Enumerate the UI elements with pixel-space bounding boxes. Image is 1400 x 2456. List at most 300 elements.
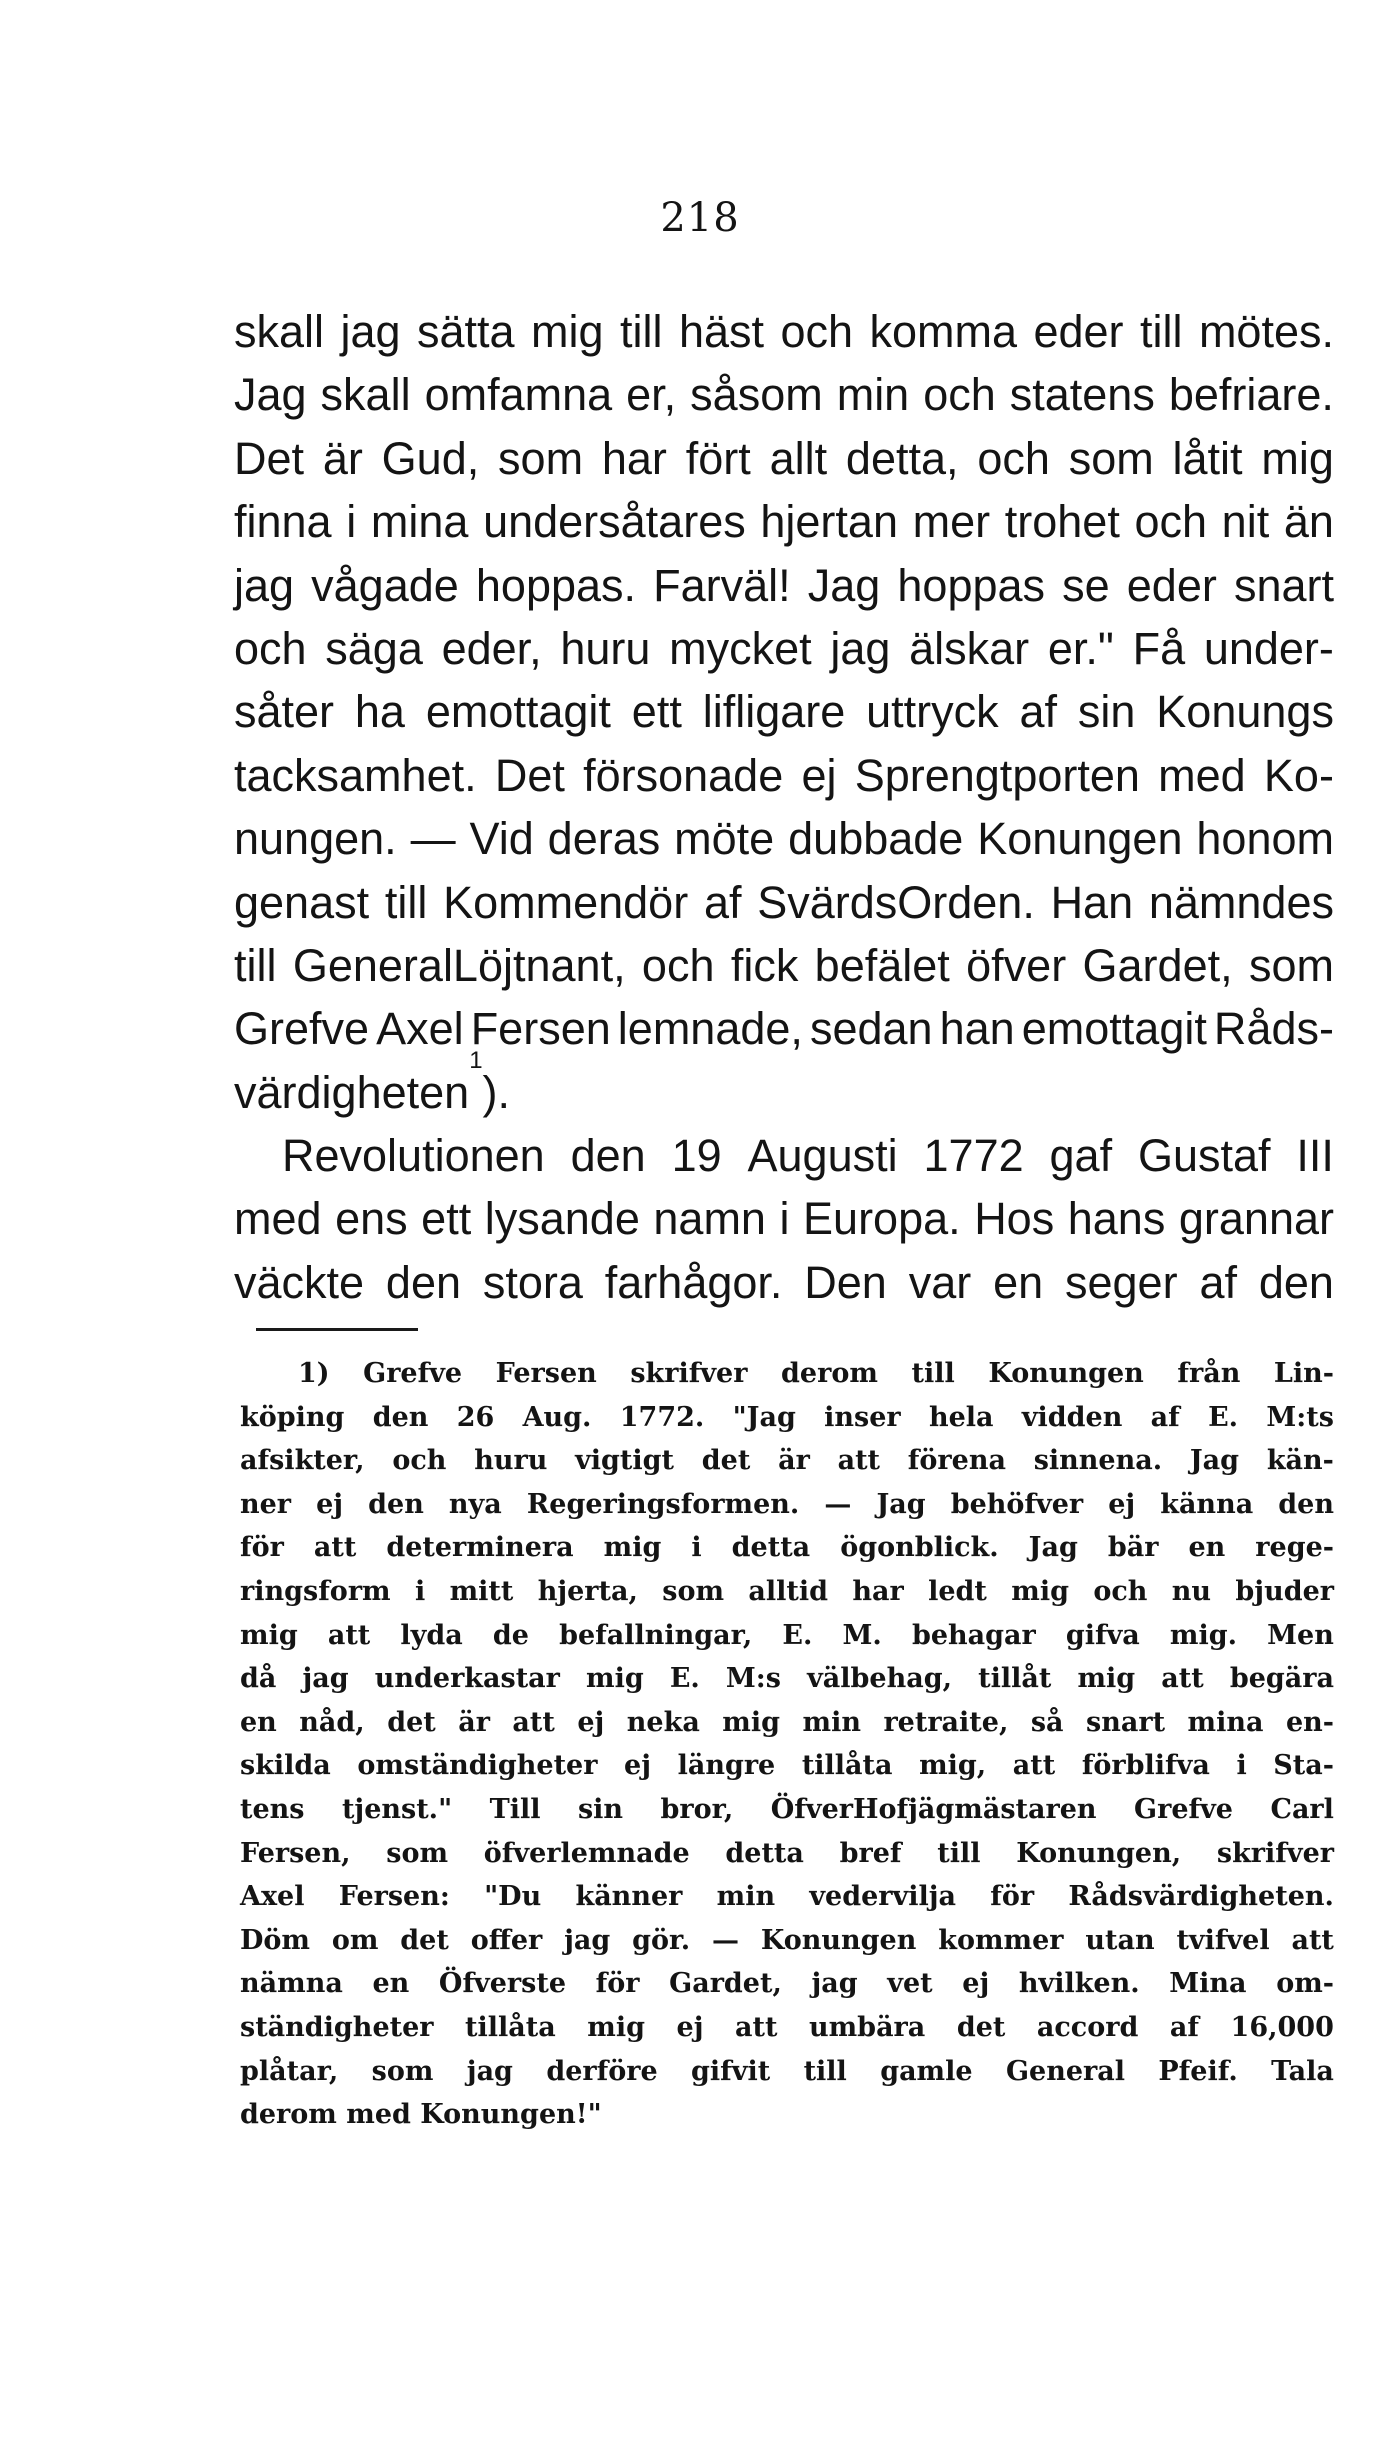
- word: behagar: [911, 1619, 1036, 1651]
- word: Fersen: [470, 1003, 611, 1055]
- word: är: [458, 1706, 490, 1738]
- word: det: [956, 2011, 1006, 2043]
- word: snart: [1086, 1706, 1166, 1738]
- word: mig: [586, 1663, 644, 1695]
- word: sin: [577, 1793, 624, 1825]
- word: af: [1150, 1401, 1180, 1433]
- word: offer: [470, 1924, 543, 1956]
- word: Jag: [876, 1488, 926, 1520]
- word: i: [779, 1193, 790, 1245]
- word: seger: [1065, 1256, 1178, 1308]
- word: låtit: [1172, 432, 1243, 484]
- word: att: [1291, 1924, 1334, 1956]
- word: jag: [811, 1968, 858, 2000]
- word: då: [240, 1663, 277, 1695]
- word: mig,: [919, 1750, 987, 1782]
- word: som: [498, 432, 584, 484]
- word: Regeringsformen.: [526, 1488, 800, 1520]
- word: nämndes: [1148, 876, 1334, 928]
- word: vet: [887, 1968, 933, 2000]
- word: bär: [1107, 1532, 1159, 1564]
- word: af: [1019, 686, 1058, 738]
- word: tjenst.": [341, 1793, 453, 1825]
- footnote-line: [240, 1483, 1334, 1527]
- word: Carl: [1270, 1793, 1334, 1825]
- footnote-line: [240, 1396, 1334, 1440]
- word: mig: [722, 1706, 781, 1738]
- word: ner: [240, 1488, 292, 1520]
- word: vidden: [1021, 1401, 1123, 1433]
- footnote-line: [240, 1614, 1334, 1658]
- word: ögonblick.: [840, 1532, 999, 1564]
- body-text: [234, 300, 1334, 1314]
- word: finna: [234, 496, 332, 548]
- word: tacksamhet.: [234, 749, 477, 801]
- word: och: [234, 622, 307, 674]
- word: komma: [869, 306, 1017, 357]
- text-line: [234, 680, 1334, 743]
- word: Grefve: [363, 1358, 463, 1389]
- footnote-line: [240, 1570, 1334, 1614]
- word: Jag: [234, 369, 307, 421]
- word: ledt: [928, 1575, 987, 1607]
- word: väckte: [234, 1256, 365, 1308]
- word: "Jag: [732, 1401, 796, 1433]
- word: hela: [928, 1401, 994, 1433]
- word: hjertan: [760, 496, 898, 548]
- word: till: [803, 2055, 847, 2087]
- word: försonade: [583, 749, 784, 801]
- word: derom: [781, 1358, 878, 1389]
- text-line: [234, 300, 1334, 363]
- word: min: [716, 1881, 776, 1913]
- text-line: [234, 1251, 1334, 1314]
- word: kän-: [1266, 1445, 1334, 1477]
- word: allt: [769, 432, 828, 484]
- word: och: [923, 369, 996, 421]
- word: alltid: [748, 1575, 829, 1607]
- word: min: [802, 1706, 861, 1738]
- word: skall: [234, 306, 325, 357]
- word: detta,: [845, 432, 959, 484]
- word: neka: [626, 1706, 700, 1738]
- word: utan: [1085, 1924, 1155, 1956]
- word: Men: [1267, 1619, 1334, 1651]
- footnote-line: [240, 1439, 1334, 1483]
- word: Fersen: [495, 1358, 597, 1389]
- word: Få: [1132, 622, 1186, 674]
- word: emottagit: [1021, 1003, 1207, 1055]
- word: den: [570, 1130, 646, 1182]
- text-line: [234, 554, 1334, 617]
- word: sätta: [417, 306, 515, 357]
- word: Jag: [1189, 1445, 1240, 1477]
- word: mig: [1077, 1663, 1136, 1695]
- word: M.: [842, 1619, 882, 1651]
- word: Rådsvärdigheten.: [1068, 1881, 1334, 1913]
- word: mig: [1011, 1575, 1069, 1607]
- footnote-line: [240, 1875, 1334, 1919]
- word: tillåta: [465, 2011, 556, 2043]
- word: mig: [1261, 432, 1334, 484]
- text-line: [234, 427, 1334, 490]
- word: Konungen: [760, 1924, 917, 1956]
- word: mig: [240, 1619, 298, 1651]
- word: E.: [1208, 1401, 1239, 1433]
- word: underkastar: [374, 1663, 560, 1695]
- word: omständigheter: [357, 1750, 598, 1782]
- word: såter: [234, 686, 335, 738]
- word: att: [512, 1706, 555, 1738]
- word: "Du: [484, 1881, 542, 1913]
- word: Öfverste: [438, 1968, 566, 2000]
- word: Den: [804, 1256, 887, 1308]
- word: att: [1012, 1750, 1056, 1782]
- word: grannar: [1178, 1193, 1334, 1245]
- word: Vid: [469, 813, 534, 865]
- page-number: 218: [660, 195, 740, 241]
- word: Axel: [376, 1003, 464, 1055]
- word: till: [937, 1837, 981, 1869]
- word: E.: [669, 1663, 700, 1695]
- word: Råds-: [1213, 1003, 1334, 1055]
- word: skrifver: [1216, 1837, 1334, 1869]
- word: fört: [685, 432, 751, 484]
- word: bror,: [660, 1793, 734, 1825]
- word: såsom: [690, 369, 823, 421]
- word: accord: [1036, 2011, 1139, 2043]
- word: och: [780, 306, 854, 357]
- word: Det: [234, 432, 305, 484]
- word: förena: [907, 1445, 1006, 1477]
- word: Grefve: [234, 1003, 370, 1055]
- word: retraite,: [883, 1706, 1009, 1738]
- word: mina: [370, 496, 469, 548]
- word: att: [837, 1445, 881, 1477]
- word: gör.: [632, 1924, 691, 1956]
- footnote-line: [240, 1657, 1334, 1701]
- word: min: [836, 369, 910, 421]
- word: de: [492, 1619, 529, 1651]
- footnote-line: [240, 1526, 1334, 1570]
- word: M:s: [725, 1663, 781, 1695]
- word: med: [234, 1193, 322, 1245]
- word: skall: [320, 369, 411, 421]
- word: Ko-: [1263, 749, 1334, 801]
- word: rege-: [1255, 1532, 1334, 1564]
- word: jag: [466, 2055, 513, 2087]
- text-line: [234, 1046, 1334, 1124]
- word: Revolutionen: [282, 1130, 545, 1182]
- word: som: [662, 1575, 725, 1607]
- word: och: [1093, 1575, 1148, 1607]
- word: mig.: [1169, 1619, 1238, 1651]
- word: Fersen,: [240, 1837, 351, 1869]
- word: detta: [731, 1532, 811, 1564]
- word: var: [908, 1256, 972, 1308]
- word: jag: [564, 1924, 611, 1956]
- word: möte: [674, 813, 775, 865]
- word: häst: [678, 306, 764, 357]
- word: nu: [1171, 1575, 1212, 1607]
- word: Konungen,: [1016, 1837, 1182, 1869]
- word: öfverlemnade: [483, 1837, 690, 1869]
- word: behöfver: [950, 1488, 1084, 1520]
- word: Till: [489, 1793, 541, 1825]
- word: om-: [1276, 1968, 1334, 2000]
- text-line: [234, 934, 1334, 997]
- word: af: [1169, 2011, 1200, 2043]
- word: mötes.: [1198, 306, 1334, 357]
- word: er,: [626, 369, 677, 421]
- word: deras: [547, 813, 661, 865]
- word: att: [1161, 1663, 1204, 1695]
- word: ha: [354, 686, 405, 738]
- word: —: [410, 813, 456, 865]
- word: tillåta: [801, 1750, 893, 1782]
- word: Gardet,: [669, 1968, 782, 2000]
- word: en: [372, 1968, 410, 2000]
- word: en-: [1285, 1706, 1334, 1738]
- paragraph-1: [234, 300, 1334, 1061]
- footnote: [240, 1352, 1334, 2137]
- word: huru: [474, 1445, 548, 1477]
- word: Kommendör: [443, 876, 689, 928]
- word: den: [372, 1401, 429, 1433]
- word: en: [240, 1706, 277, 1738]
- word: ej: [676, 2011, 704, 2043]
- word: 16,000: [1230, 2011, 1334, 2043]
- footnote-line: [240, 2050, 1334, 2094]
- word: det: [387, 1706, 436, 1738]
- text-line-content: ).: [482, 1066, 511, 1118]
- word: hoppas: [897, 559, 1046, 611]
- word: som: [371, 2055, 434, 2087]
- text-line: [234, 997, 1334, 1060]
- word: än: [1283, 496, 1334, 548]
- word: befallningar,: [559, 1619, 753, 1651]
- text-line-content: värdigheten: [234, 1066, 470, 1118]
- word: ej: [1108, 1488, 1136, 1520]
- word: namn: [653, 1193, 766, 1245]
- word: känna: [1160, 1488, 1254, 1520]
- word: Konungen: [977, 813, 1183, 865]
- word: se: [1062, 559, 1110, 611]
- word: har: [601, 432, 667, 484]
- word: honom: [1196, 813, 1334, 865]
- word: Sta-: [1273, 1750, 1334, 1782]
- word: emottagit: [425, 686, 611, 738]
- word: öfver: [966, 939, 1067, 991]
- word: III: [1296, 1130, 1334, 1182]
- word: ej: [801, 749, 837, 801]
- word: vigtigt: [575, 1445, 675, 1477]
- word: som: [1248, 939, 1334, 991]
- word: att: [313, 1532, 357, 1564]
- word: stora: [482, 1256, 583, 1308]
- footnote-line: [240, 1919, 1334, 1963]
- word: GeneralLöjtnant,: [292, 939, 626, 991]
- word: han: [939, 1003, 1015, 1055]
- word: skrifver: [630, 1358, 748, 1389]
- word: för: [990, 1881, 1035, 1913]
- word: —: [712, 1924, 740, 1956]
- word: ej: [624, 1750, 651, 1782]
- word: mina: [1187, 1706, 1264, 1738]
- word: den: [1258, 1256, 1334, 1308]
- word: Konungs: [1156, 686, 1334, 738]
- word: mig: [603, 1532, 662, 1564]
- word: till: [1139, 306, 1183, 357]
- word: älskar: [909, 622, 1030, 674]
- word: tens: [240, 1793, 305, 1825]
- word: dubbade: [788, 813, 964, 865]
- word: i: [1236, 1750, 1247, 1782]
- word: af: [1199, 1256, 1237, 1308]
- word: er.": [1047, 622, 1114, 674]
- word: vågade: [311, 559, 459, 611]
- word: af: [703, 876, 742, 928]
- word: sedan: [809, 1003, 933, 1055]
- word: mig: [587, 2011, 645, 2043]
- word: ej: [316, 1488, 344, 1520]
- text-line: [234, 871, 1334, 934]
- word: Jag: [807, 559, 881, 611]
- word: skilda: [240, 1750, 331, 1782]
- word: i: [414, 1575, 426, 1607]
- footnote-body: [240, 1352, 1334, 2093]
- footnote-line: [240, 1832, 1334, 1876]
- word: till: [911, 1358, 955, 1389]
- footnote-divider: [256, 1328, 418, 1331]
- word: Han: [1050, 876, 1134, 928]
- word: hvilken.: [1018, 1968, 1140, 2000]
- word: gamle: [880, 2055, 973, 2087]
- word: Gud,: [381, 432, 480, 484]
- word: och: [641, 939, 715, 991]
- text-line: [234, 1187, 1334, 1250]
- word: att: [327, 1619, 371, 1651]
- word: ständigheter: [240, 2011, 434, 2043]
- word: Konungen: [988, 1358, 1144, 1389]
- word: jag: [234, 559, 295, 611]
- word: hans: [1067, 1193, 1166, 1245]
- word: känner: [575, 1881, 683, 1913]
- footnote-line: [240, 1788, 1334, 1832]
- word: umbära: [808, 2011, 926, 2043]
- word: köping: [240, 1401, 345, 1433]
- word: och: [392, 1445, 447, 1477]
- word: tvifvel: [1176, 1924, 1270, 1956]
- word: Augusti: [747, 1130, 898, 1182]
- word: det: [400, 1924, 449, 1956]
- word: lemnade,: [617, 1003, 803, 1055]
- word: och: [977, 432, 1050, 484]
- word: eder: [1033, 306, 1124, 357]
- word: determinera: [386, 1532, 574, 1564]
- word: och: [1134, 496, 1208, 548]
- word: under-: [1203, 622, 1334, 674]
- word: 1772.: [619, 1401, 705, 1433]
- footnote-reference: 1: [469, 1046, 483, 1074]
- word: Tala: [1271, 2055, 1334, 2087]
- word: —: [824, 1488, 852, 1520]
- word: Hos: [974, 1193, 1055, 1245]
- word: ett: [631, 686, 682, 738]
- word: bref: [839, 1837, 902, 1869]
- word: snart: [1233, 559, 1334, 611]
- word: nåd,: [299, 1706, 365, 1738]
- word: Fersen:: [338, 1881, 450, 1913]
- word: den: [1278, 1488, 1334, 1520]
- word: E.: [782, 1619, 813, 1651]
- word: nya: [448, 1488, 502, 1520]
- word: för: [240, 1532, 284, 1564]
- word: lysande: [484, 1193, 640, 1245]
- word: befriare.: [1168, 369, 1334, 421]
- text-line: [234, 617, 1334, 680]
- word: ej: [577, 1706, 605, 1738]
- footnote-line: [240, 1352, 1334, 1396]
- word: mer: [912, 496, 991, 548]
- word: genast: [234, 876, 370, 928]
- word: om: [331, 1924, 379, 1956]
- word: farhågor.: [604, 1256, 783, 1308]
- word: General: [1005, 2055, 1125, 2087]
- word: Det: [494, 749, 565, 801]
- word: fick: [730, 939, 799, 991]
- text-line: [234, 490, 1334, 553]
- word: jag: [830, 622, 891, 674]
- word: statens: [1009, 369, 1155, 421]
- word: välbehag,: [807, 1663, 952, 1695]
- word: Mina: [1169, 1968, 1247, 2000]
- word: Pfeif.: [1158, 2055, 1238, 2087]
- word: uttryck: [866, 686, 999, 738]
- word: Europa.: [803, 1193, 961, 1245]
- word: den: [368, 1488, 424, 1520]
- word: befälet: [814, 939, 950, 991]
- word: den: [385, 1256, 462, 1308]
- footnote-line: [240, 1701, 1334, 1745]
- word: från: [1177, 1358, 1241, 1389]
- word: kommer: [938, 1924, 1064, 1956]
- word: Aug.: [522, 1401, 592, 1433]
- word: Gustaf: [1137, 1130, 1271, 1182]
- word: mitt: [449, 1575, 514, 1607]
- footnote-line: [240, 2093, 1334, 2137]
- word: Jag: [1028, 1532, 1078, 1564]
- word: 26: [456, 1401, 495, 1433]
- word: trohet: [1004, 496, 1120, 548]
- word: ens: [335, 1193, 408, 1245]
- word: hjerta,: [537, 1575, 638, 1607]
- word: plåtar,: [240, 2055, 339, 2087]
- word: sinnena.: [1033, 1445, 1163, 1477]
- footnote-line-content: derom med Konungen!": [240, 2099, 602, 2131]
- word: Döm: [240, 1924, 310, 1956]
- word: gifvit: [691, 2055, 771, 2087]
- word: mycket: [669, 622, 812, 674]
- word: i: [346, 496, 357, 548]
- word: för: [595, 1968, 640, 2000]
- word: detta: [725, 1837, 804, 1869]
- word: ÖfverHofjägmästaren: [770, 1793, 1097, 1825]
- word: till: [234, 939, 277, 991]
- word: bjuder: [1235, 1575, 1334, 1607]
- word: i: [691, 1532, 702, 1564]
- word: är: [322, 432, 363, 484]
